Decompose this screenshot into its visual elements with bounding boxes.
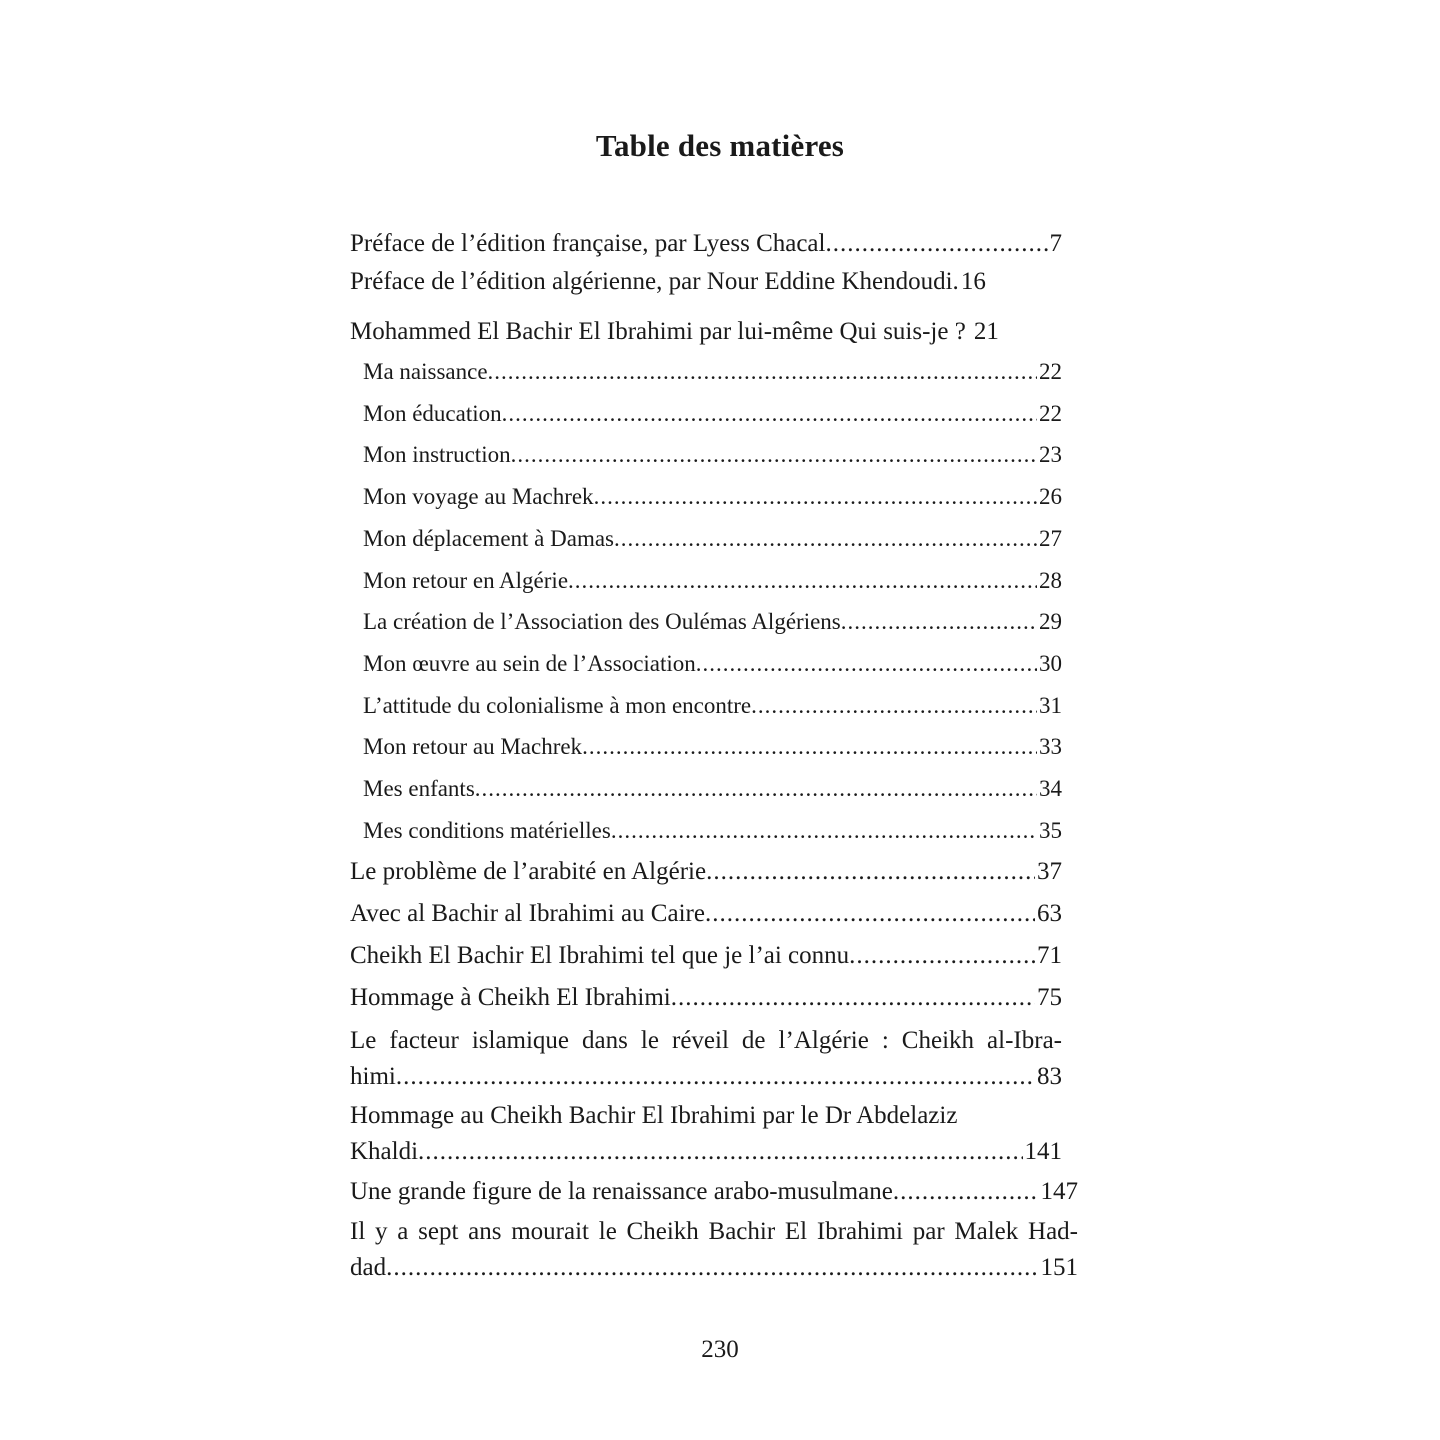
dot-leader [502, 393, 1037, 435]
toc-subentry [350, 393, 1062, 435]
dot-leader [386, 1250, 1038, 1286]
toc-entry-label-line1: Le facteur islamique dans le réveil de l’Algérie : Cheikh al-Ibra- [350, 1027, 1062, 1055]
toc-entry-continuation [350, 1134, 1062, 1170]
toc-entry [350, 1170, 1078, 1214]
toc-entry-label: L’attitude du colonialisme à mon encontre [363, 692, 752, 718]
toc-entry-page: 22 [1039, 359, 1062, 384]
toc-entry [350, 893, 1062, 935]
toc-entry-multiline [350, 1023, 1062, 1095]
toc-entry-label: Mohammed El Bachir El Ibrahimi par lui-même Qui suis-je ? [350, 318, 966, 345]
toc-entry-label: Mon voyage au Machrek [363, 484, 594, 510]
toc-entry-page: 71 [1037, 942, 1062, 970]
dot-leader [511, 434, 1037, 476]
toc-entry-label: La création de l’Association des Oulémas Algériens [363, 609, 841, 635]
toc-entry-label: himi [350, 1063, 396, 1091]
toc-entry-page: 37 [1037, 858, 1062, 886]
page-title: Table des matières [595, 128, 845, 163]
toc-entry-page: 147 [1040, 1178, 1078, 1206]
dot-leader [751, 685, 1037, 727]
page-number: 230 [701, 1336, 739, 1363]
toc-entry-page: 23 [1039, 442, 1062, 468]
toc-entry-page: 26 [1039, 484, 1062, 510]
toc-subentry [350, 434, 1062, 476]
toc-entry [350, 935, 1062, 977]
dot-leader [705, 893, 1035, 935]
toc-entry-page: 34 [1039, 776, 1062, 802]
dot-leader [475, 768, 1037, 810]
toc-entry [350, 977, 1062, 1019]
toc-entry-page: 21 [973, 318, 999, 345]
toc-entry-label: Khaldi [350, 1138, 419, 1166]
toc-entry-page: 28 [1039, 567, 1062, 593]
toc-entry-page: 63 [1037, 900, 1062, 928]
toc-entry-label: Hommage à Cheikh El Ibrahimi [350, 984, 671, 1012]
toc-entry-label-line1: Il y a sept ans mourait le Cheikh Bachir El Ibrahimi par Malek Had- [350, 1218, 1078, 1246]
toc-subentry [350, 810, 1062, 852]
toc-entry-page: 141 [1024, 1138, 1062, 1166]
toc-entry-page: 31 [1039, 692, 1062, 718]
toc-entry-label: dad [350, 1254, 387, 1282]
toc-entry-label: Mon retour au Machrek [363, 734, 583, 760]
toc-subentry [350, 768, 1062, 810]
toc-entry-continuation [350, 1059, 1062, 1095]
toc-entry-page: 22 [1039, 400, 1062, 426]
toc-entry-label: Mon instruction [363, 442, 511, 468]
toc-entry-label: Une grande figure de la renaissance arabo-musulmane [350, 1178, 893, 1206]
toc-entry-page: 29 [1039, 609, 1062, 635]
toc-entry-label: Préface de l’édition française, par Lyess Chacal [350, 230, 826, 257]
toc-entry-label: Le problème de l’arabité en Algérie [350, 858, 707, 886]
toc-entry-page: 16 [960, 268, 986, 295]
toc-subentry [350, 560, 1062, 602]
toc-subentry [350, 476, 1062, 518]
toc-entry-page: 27 [1039, 525, 1062, 551]
toc-entry-label: Ma naissance [363, 359, 488, 384]
toc-entry [350, 225, 1062, 263]
dot-leader [418, 1134, 1022, 1170]
toc-entry-label: Préface de l’édition algérienne, par Nour Eddine Khendoudi. [350, 268, 959, 295]
toc-entry-page: 7 [1049, 230, 1062, 257]
dot-leader [696, 643, 1037, 685]
toc-entry-label: Avec al Bachir al Ibrahimi au Caire [350, 900, 705, 928]
toc-entry-label: Mes enfants [363, 776, 475, 802]
toc-entry-page: 35 [1039, 817, 1062, 843]
toc-entry-label: Mes conditions matérielles [363, 817, 611, 843]
dot-leader [594, 476, 1037, 518]
toc-subentry [350, 518, 1062, 560]
toc-subentry [350, 685, 1062, 727]
toc-subentry [350, 351, 1062, 393]
toc-subentry [350, 601, 1062, 643]
toc-entry-label: Mon déplacement à Damas [363, 525, 614, 551]
dot-leader [849, 935, 1035, 977]
toc-entry-label: Mon retour en Algérie [363, 567, 569, 593]
toc-entry-continuation [350, 1250, 1078, 1286]
table-of-contents [350, 225, 1078, 1286]
dot-leader [582, 726, 1037, 768]
dot-leader [568, 560, 1037, 602]
dot-leader [671, 977, 1035, 1019]
toc-entry-label-line1: Hommage au Cheikh Bachir El Ibrahimi par le Dr Abdelaziz [350, 1102, 958, 1130]
toc-subentry [350, 726, 1062, 768]
toc-entry-label: Mon éducation [363, 400, 502, 426]
toc-entry-multiline [350, 1098, 1062, 1170]
dot-leader [825, 225, 1047, 263]
toc-entry-page: 75 [1037, 984, 1062, 1012]
toc-entry [350, 313, 1062, 351]
dot-leader [611, 810, 1037, 852]
toc-entry-page: 83 [1037, 1063, 1062, 1091]
dot-leader [706, 851, 1035, 893]
dot-leader [893, 1170, 1039, 1214]
toc-entry-label: Mon œuvre au sein de l’Association [363, 650, 696, 676]
toc-entry-multiline [350, 1214, 1078, 1286]
dot-leader [396, 1059, 1035, 1095]
toc-entry-page: 30 [1039, 650, 1062, 676]
toc-entry [350, 263, 1062, 301]
toc-entry [350, 851, 1062, 893]
toc-entry-page: 151 [1040, 1254, 1078, 1282]
dot-leader [614, 518, 1037, 560]
toc-entry-page: 33 [1039, 734, 1062, 760]
toc-entry-label: Cheikh El Bachir El Ibrahimi tel que je l’ai connu [350, 942, 850, 970]
dot-leader [488, 351, 1037, 393]
toc-subentry [350, 643, 1062, 685]
dot-leader [841, 601, 1037, 643]
